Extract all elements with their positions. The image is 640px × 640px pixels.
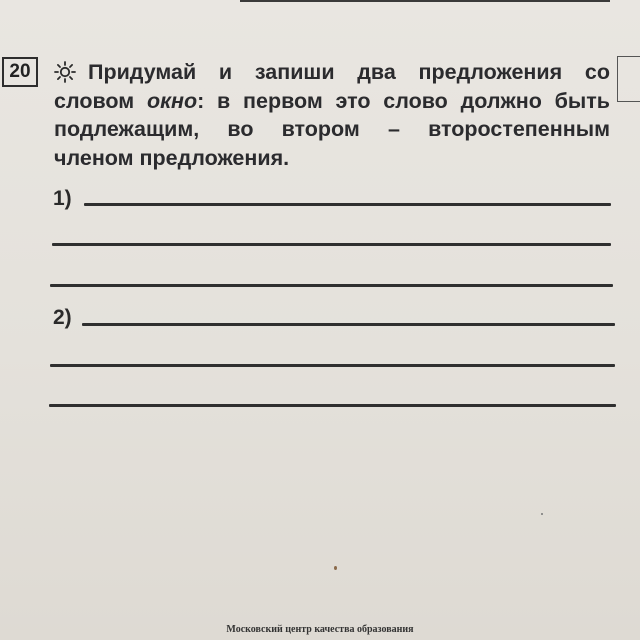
task-line-3-text: подлежащим, во втором – второстепенным <box>54 117 610 141</box>
answer-line-2a[interactable] <box>82 323 615 326</box>
task-line-2-end: : в первом это слово должно быть <box>197 88 610 113</box>
answer-line-1a[interactable] <box>84 203 611 206</box>
task-line-1-text: Придумай и запиши два предложения со <box>88 60 610 84</box>
task-line-3 <box>54 115 610 144</box>
answer-line-2c[interactable] <box>49 404 616 407</box>
answer-line-1b[interactable] <box>52 243 611 246</box>
answer-line-2b[interactable] <box>50 364 615 367</box>
task-line-4 <box>54 144 610 173</box>
task-line-2 <box>54 87 610 116</box>
paper-speck <box>334 566 337 570</box>
task-number: 20 <box>9 61 31 82</box>
task-text <box>54 58 610 172</box>
task-line-4-text: членом предложения. <box>54 145 290 170</box>
task-number-box <box>2 57 38 87</box>
answer-label-2: 2) <box>53 306 72 329</box>
paper-speck <box>541 513 543 515</box>
answer-label-1: 1) <box>53 187 72 210</box>
answer-line-1c[interactable] <box>50 284 613 287</box>
task-line-2-start: словом <box>54 88 135 113</box>
score-box <box>617 56 640 102</box>
top-border-line <box>240 0 610 2</box>
keyword-okno: окно <box>146 88 198 113</box>
footer-publisher: Московский центр качества образования <box>226 624 414 635</box>
task-line-1 <box>54 58 610 87</box>
